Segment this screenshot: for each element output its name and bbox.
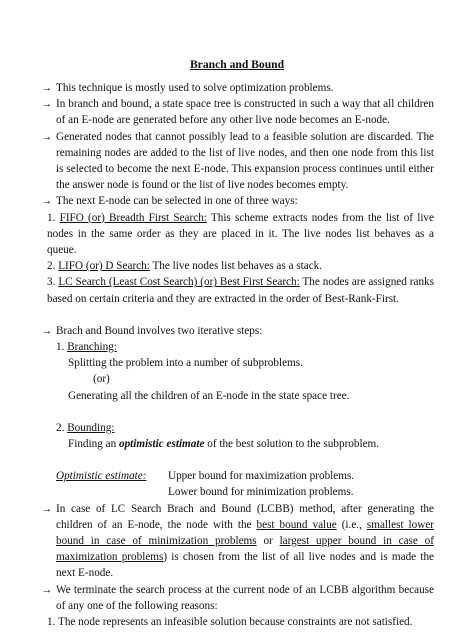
bullet-text: (i.e.,	[336, 518, 367, 531]
way-text: The nodes are assigned ranks based on certain criteria and they are extracted in the order of Best-Rank-First.	[47, 276, 434, 305]
step-text: Finding an	[68, 438, 119, 451]
way-number: 3.	[47, 276, 59, 289]
optimistic-estimate-lower: Lower bound for minimization problems.	[168, 486, 354, 499]
bullet-text: In branch and bound, a state space tree is constructed in such a way that all children of an E-node are generated before any other live node becomes an E-node.	[56, 98, 434, 127]
way-text: The live nodes list behaves as a stack.	[149, 260, 323, 273]
way-number: 1.	[47, 211, 60, 224]
step-branching-line1: Splitting the problem into a number of subproblems.	[68, 357, 303, 370]
step-bounding-line	[41, 436, 434, 452]
step-term: Branching:	[67, 341, 117, 354]
right-arrow-icon: →	[41, 195, 53, 208]
bullet-next-enode	[41, 193, 434, 209]
document-body	[41, 80, 434, 630]
way-text: This scheme extracts nodes from the list of live nodes in the same order as they are placed in it. The live nodes list behaves as a queue.	[47, 211, 434, 257]
bullet-state-space-tree	[41, 96, 434, 128]
way-lifo	[41, 258, 434, 274]
way-term: LIFO (or) D Search:	[58, 260, 150, 273]
step-branching-heading	[41, 339, 434, 355]
step-emphasis: optimistic estimate	[118, 438, 205, 451]
way-term: LC Search (Least Cost Search) (or) Best First Search:	[58, 276, 300, 289]
page-title: Branch and Bound	[189, 58, 285, 71]
way-fifo	[41, 210, 434, 259]
step-number: 2.	[56, 421, 68, 434]
optimistic-estimate-row-2	[41, 484, 434, 500]
bullet-text: Brach and Bound involves two iterative steps:	[56, 324, 263, 337]
bullet-text: ) is chosen from the list of all live nodes and is made the next E-node.	[56, 551, 435, 580]
optimistic-estimate-label: Optimistic estimate:	[56, 470, 147, 483]
bullet-iterative-steps	[41, 323, 434, 339]
spacer	[41, 404, 434, 420]
bullet-text: This technique is mostly used to solve optimization problems.	[56, 82, 334, 94]
right-arrow-icon: →	[41, 82, 53, 94]
right-arrow-icon: →	[41, 98, 53, 111]
bullet-lcbb	[41, 501, 434, 582]
step-branching-line2: Generating all the children of an E-node in the state space tree.	[68, 389, 350, 402]
step-term: Bounding:	[67, 421, 115, 434]
right-arrow-icon: →	[41, 130, 53, 143]
way-number: 2.	[47, 260, 59, 273]
bullet-terminate	[41, 582, 434, 614]
bullet-text: In case of LC Search Brach and Bound (LCBB) method, after generating the children of an E-node, the node with the	[56, 502, 434, 531]
spacer	[41, 452, 434, 468]
step-bounding-heading	[41, 420, 434, 436]
step-text: of the best solution to the subproblem.	[204, 438, 380, 451]
bullet-text: The next E-node can be selected in one of three ways:	[56, 195, 298, 208]
step-branching-or: (or)	[93, 373, 110, 386]
right-arrow-icon: →	[41, 583, 53, 596]
step-number: 1.	[56, 341, 68, 354]
way-lc-search	[41, 274, 434, 306]
bullet-text: or	[256, 535, 280, 548]
spacer	[41, 307, 434, 323]
bullet-underlined: smallest lower bound in case of minimization problems	[56, 518, 435, 548]
bullet-underlined: best bound value	[256, 518, 337, 531]
way-term: FIFO (or) Breadth First Search:	[59, 211, 207, 224]
bullet-underlined: largest upper bound in case of maximization problems	[56, 535, 434, 564]
bullet-text: Generated nodes that cannot possibly lead to a feasible solution are discarded. The remaining nodes are added to the list of live nodes, and then one node from this list is selected to become the next E-node. This expansion process continues until either the answer node is found or the list of live nodes becomes empty.	[56, 130, 434, 192]
optimistic-estimate-row	[41, 468, 434, 484]
right-arrow-icon: →	[41, 324, 53, 337]
right-arrow-icon: →	[41, 502, 53, 515]
bullet-discarded-nodes	[41, 129, 434, 194]
optimistic-estimate-upper: Upper bound for maximization problems.	[168, 470, 355, 483]
reason-infeasible: 1. The node represents an infeasible solution because constraints are not satisfied.	[47, 616, 413, 629]
bullet-text: We terminate the search process at the current node of an LCBB algorithm because of any one of the following reasons:	[56, 583, 434, 612]
bullet-optimization	[41, 80, 434, 96]
